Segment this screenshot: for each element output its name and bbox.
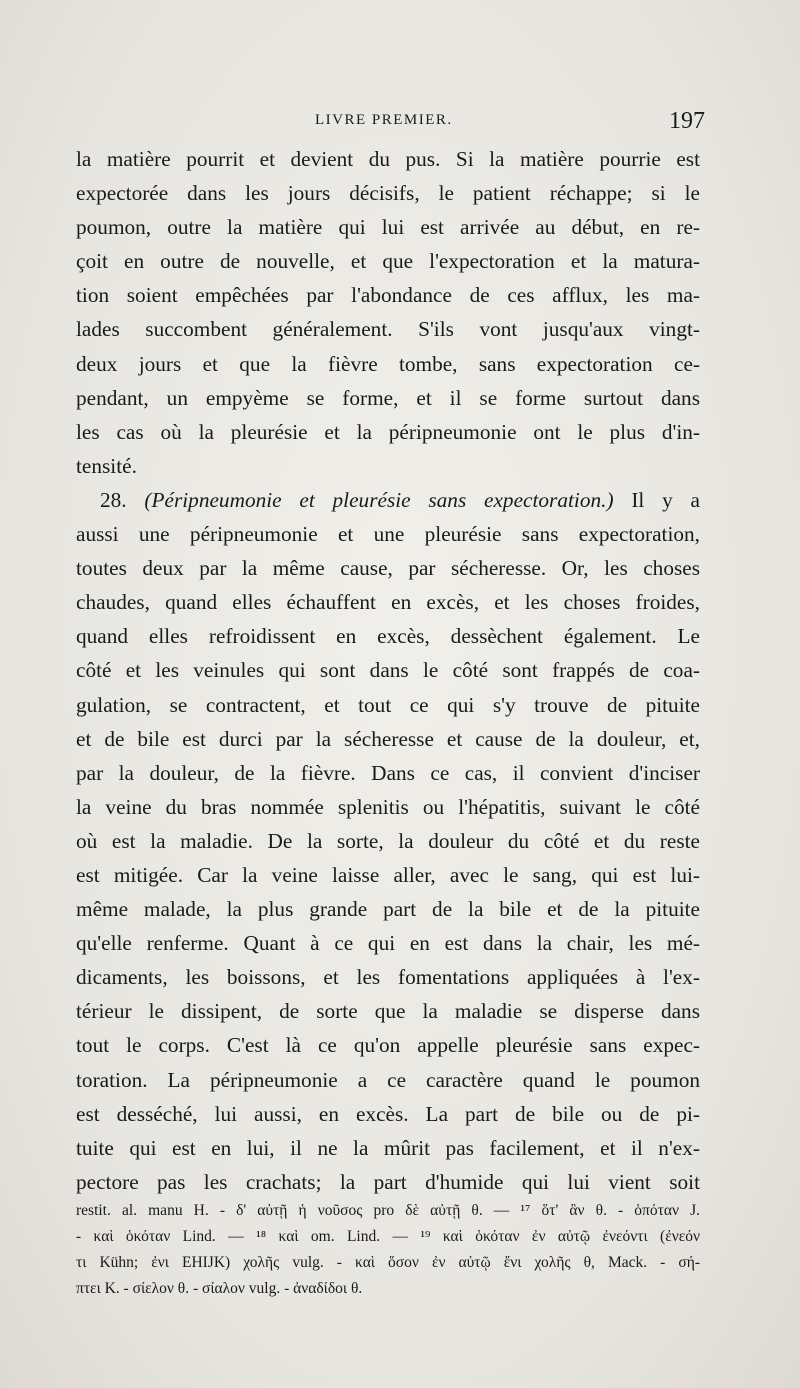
- text-line: çoit en outre de nouvelle, et que l'expectoration et la matura-: [76, 249, 700, 274]
- text-line: les cas où la pleurésie et la péripneumonie ont le plus d'in-: [76, 419, 700, 444]
- section-first-line-rest: Il y a: [631, 487, 700, 512]
- text-line: térieur le dissipent, de sorte que la maladie se disperse dans: [76, 999, 700, 1024]
- section-number: 28.: [100, 487, 127, 512]
- text-line: gulation, se contractent, et tout ce qui s'y trouve de pituite: [76, 692, 700, 717]
- text-line: est desséché, lui aussi, en excès. La part de bile ou de pi-: [76, 1101, 700, 1126]
- text-line: pendant, un empyème se forme, et il se forme surtout dans: [76, 385, 700, 410]
- text-line: lades succombent généralement. S'ils vont jusqu'aux vingt-: [76, 317, 700, 342]
- section-title: (Péripneumonie et pleurésie sans expectoration.): [144, 487, 614, 512]
- text-line: tuite qui est en lui, il ne la mûrit pas facilement, et il n'ex-: [76, 1135, 700, 1160]
- text-line: expectorée dans les jours décisifs, le patient réchappe; si le: [76, 181, 700, 206]
- running-head: LIVRE PREMIER.: [315, 112, 453, 128]
- text-line: et de bile est durci par la sécheresse et cause de la douleur, et,: [76, 726, 700, 751]
- text-line: pectore pas les crachats; la part d'humide qui lui vient soit: [76, 1169, 700, 1194]
- text-line: deux jours et que la fièvre tombe, sans expectoration ce-: [76, 351, 700, 376]
- footnote-line: πτει K. - σίελον θ. - σίαλον vulg. - ἀναδίδοι θ.: [76, 1280, 363, 1297]
- text-line: même malade, la plus grande part de la bile et de la pituite: [76, 897, 700, 922]
- text-line: quand elles refroidissent en excès, dessèchent également. Le: [76, 624, 700, 649]
- text-line: poumon, outre la matière qui lui est arrivée au début, en re-: [76, 215, 700, 240]
- text-line: aussi une péripneumonie et une pleurésie sans expectoration,: [76, 522, 700, 547]
- text-line: toutes deux par la même cause, par sécheresse. Or, les choses: [76, 556, 700, 581]
- text-line: chaudes, quand elles échauffent en excès, et les choses froides,: [76, 590, 700, 615]
- section-heading-line: [76, 483, 700, 517]
- footnote-line: τι Kühn; ἐνι EHIJK) χολῆς vulg. - καὶ ὅσον ἐν αὐτῷ ἔνι χολῆς θ, Mack. - σή-: [76, 1254, 700, 1271]
- footnote-line: - καὶ ὁκόταν Lind. — ¹⁸ καὶ om. Lind. — ¹⁹ καὶ ὁκόταν ἐν αὐτῷ ἐνεόντι (ἐνεόν: [76, 1228, 700, 1245]
- main-text: [76, 142, 700, 1199]
- text-line: où est la maladie. De la sorte, la douleur du côté et du reste: [76, 828, 700, 853]
- text-line: est mitigée. Car la veine laisse aller, avec le sang, qui est lui-: [76, 862, 700, 887]
- text-line: la veine du bras nommée splenitis ou l'hépatitis, suivant le côté: [76, 794, 700, 819]
- footnote-line: restit. al. manu H. - δ' αὐτῇ ἡ νοῦσος pro δὲ αὐτῇ θ. — ¹⁷ ὅτ' ἂν θ. - ὁπόταν J.: [76, 1202, 700, 1219]
- text-line: tout le corps. C'est là ce qu'on appelle pleurésie sans expec-: [76, 1033, 700, 1058]
- footnotes: [76, 1198, 700, 1302]
- text-line: côté et les veinules qui sont dans le côté sont frappés de coa-: [76, 658, 700, 683]
- text-line: dicaments, les boissons, et les fomentations appliquées à l'ex-: [76, 965, 700, 990]
- text-line: par la douleur, de la fièvre. Dans ce cas, il convient d'inciser: [76, 760, 700, 785]
- text-line: qu'elle renferme. Quant à ce qui en est dans la chair, les mé-: [76, 931, 700, 956]
- text-line: tensité.: [76, 453, 137, 478]
- page-number: 197: [669, 108, 705, 134]
- page-header: [75, 108, 705, 138]
- text-line: la matière pourrit et devient du pus. Si la matière pourrie est: [76, 147, 700, 171]
- text-line: toration. La péripneumonie a ce caractère quand le poumon: [76, 1067, 700, 1092]
- text-line: tion soient empêchées par l'abondance de ces afflux, les ma-: [76, 283, 700, 308]
